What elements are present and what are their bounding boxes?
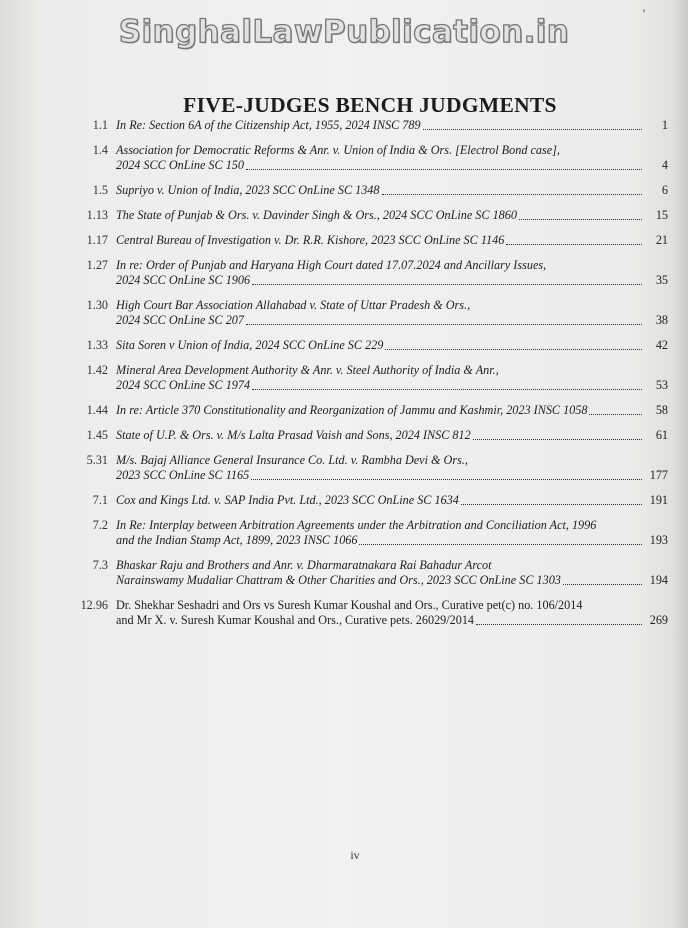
entry-title: Central Bureau of Investigation v. Dr. R.R. Kishore, 2023 SCC OnLine SC 1146 <box>116 233 505 247</box>
entry-number: 1.13 <box>86 208 108 222</box>
entry-number: 1.5 <box>92 183 108 197</box>
entry-title-line-2: 2024 SCC OnLine SC 1906 <box>116 273 251 287</box>
dot-leader <box>246 169 642 170</box>
dot-leader <box>476 624 642 625</box>
entry-page: 177 <box>649 468 668 482</box>
entry-page: 58 <box>655 403 668 417</box>
entry-page: 269 <box>649 613 668 627</box>
entry-title: Supriyo v. Union of India, 2023 SCC OnLine SC 1348 <box>116 183 380 197</box>
toc-entry[interactable] <box>70 558 668 588</box>
entry-number: 1.27 <box>86 258 108 272</box>
toc-entry[interactable] <box>70 518 668 548</box>
toc-entry[interactable] <box>70 183 668 198</box>
entry-title: In Re: Section 6A of the Citizenship Act, 1955, 2024 INSC 789 <box>116 118 421 132</box>
entry-page: 53 <box>655 378 668 392</box>
toc-entry[interactable] <box>70 493 668 508</box>
entry-page: 38 <box>655 313 668 327</box>
dot-leader <box>359 544 642 545</box>
entry-title-line-2: 2024 SCC OnLine SC 207 <box>116 313 244 327</box>
dot-leader <box>252 389 642 390</box>
dot-leader <box>385 349 642 350</box>
entry-title-line-1: In re: Order of Punjab and Haryana High Court dated 17.07.2024 and Ancillary Issues, <box>116 258 547 272</box>
dot-leader <box>506 244 642 245</box>
entry-number: 5.31 <box>86 453 108 467</box>
entry-page: 21 <box>655 233 668 247</box>
entry-number: 12.96 <box>80 598 108 612</box>
dot-leader <box>473 439 642 440</box>
entry-title: Sita Soren v Union of India, 2024 SCC OnLine SC 229 <box>116 338 384 352</box>
entry-page: 15 <box>655 208 668 222</box>
page-number-footer: iv <box>350 848 360 862</box>
dot-leader <box>461 504 642 505</box>
toc-entry[interactable] <box>70 598 668 628</box>
dot-leader <box>252 284 642 285</box>
entry-number: 1.42 <box>86 363 108 377</box>
entry-page: 35 <box>655 273 668 287</box>
entry-number: 1.1 <box>92 118 108 132</box>
entry-title-line-1: In Re: Interplay between Arbitration Agreements under the Arbitration and Conciliation Act, 1996 <box>116 518 597 532</box>
entry-title-line-2: 2024 SCC OnLine SC 1974 <box>116 378 251 392</box>
entry-page: 4 <box>661 158 668 172</box>
corner-mark: ’ <box>642 6 646 20</box>
toc-entry[interactable] <box>70 298 668 328</box>
entry-page: 191 <box>649 493 668 507</box>
entry-title-line-2: 2024 SCC OnLine SC 150 <box>116 158 244 172</box>
entry-page: 193 <box>649 533 668 547</box>
entry-number: 1.4 <box>92 143 108 157</box>
entry-title-line-1: Association for Democratic Reforms & Anr. v. Union of India & Ors. [Electrol Bond case], <box>116 143 560 157</box>
dot-leader <box>251 479 642 480</box>
entry-title: State of U.P. & Ors. v. M/s Lalta Prasad Vaish and Sons, 2024 INSC 812 <box>116 428 471 442</box>
entry-number: 7.3 <box>92 558 108 572</box>
dot-leader <box>519 219 642 220</box>
entry-title-line-2: Narainswamy Mudaliar Chattram & Other Charities and Ors., 2023 SCC OnLine SC 1303 <box>116 573 561 587</box>
entry-title-line-1: High Court Bar Association Allahabad v. State of Uttar Pradesh & Ors., <box>116 298 471 312</box>
entry-title-line-1: Dr. Shekhar Seshadri and Ors vs Suresh Kumar Koushal and Ors., Curative pet(c) no. 106/2014 <box>116 598 583 612</box>
entry-page: 61 <box>655 428 668 442</box>
entry-page: 1 <box>661 118 668 132</box>
toc-entry[interactable] <box>70 453 668 483</box>
dot-leader <box>563 584 642 585</box>
entry-page: 6 <box>661 183 668 197</box>
dot-leader <box>246 324 642 325</box>
dot-leader <box>382 194 643 195</box>
entry-number: 1.44 <box>86 403 108 417</box>
toc-entry[interactable] <box>70 208 668 223</box>
dot-leader <box>423 129 642 130</box>
entry-title: Cox and Kings Ltd. v. SAP India Pvt. Ltd., 2023 SCC OnLine SC 1634 <box>116 493 459 507</box>
entry-page: 42 <box>655 338 668 352</box>
entry-title-line-2: 2023 SCC OnLine SC 1165 <box>116 468 250 482</box>
entry-title-line-2: and Mr X. v. Suresh Kumar Koushal and Ors., Curative pets. 26029/2014 <box>116 613 475 627</box>
watermark: SinghalLawPublication.in <box>118 14 570 50</box>
entry-title-line-2: and the Indian Stamp Act, 1899, 2023 INSC 1066 <box>116 533 358 547</box>
entry-title-line-1: Mineral Area Development Authority & Anr. v. Steel Authority of India & Anr., <box>116 363 499 377</box>
entry-number: 7.1 <box>92 493 108 507</box>
toc-entry[interactable] <box>70 403 668 418</box>
entry-number: 1.30 <box>86 298 108 312</box>
toc-entry[interactable] <box>70 428 668 443</box>
entry-title-line-1: Bhaskar Raju and Brothers and Anr. v. Dharmaratnakara Rai Bahadur Arcot <box>116 558 492 572</box>
entry-title-line-1: M/s. Bajaj Alliance General Insurance Co. Ltd. v. Rambha Devi & Ors., <box>116 453 468 467</box>
toc-entry[interactable] <box>70 258 668 288</box>
toc-entry[interactable] <box>70 338 668 353</box>
table-of-contents <box>70 118 668 628</box>
toc-entry[interactable] <box>70 118 668 133</box>
entry-number: 1.45 <box>86 428 108 442</box>
entry-number: 7.2 <box>92 518 108 532</box>
page-spine-shadow <box>672 0 688 928</box>
entry-number: 1.17 <box>86 233 108 247</box>
entry-page: 194 <box>649 573 668 587</box>
dot-leader <box>589 414 642 415</box>
toc-entry[interactable] <box>70 233 668 248</box>
toc-entry[interactable] <box>70 363 668 393</box>
entry-title: The State of Punjab & Ors. v. Davinder Singh & Ors., 2024 SCC OnLine SC 1860 <box>116 208 517 222</box>
section-heading: FIVE-JUDGES BENCH JUDGMENTS <box>183 93 557 117</box>
entry-title: In re: Article 370 Constitutionality and Reorganization of Jammu and Kashmir, 2023 INSC 1058 <box>116 403 588 417</box>
entry-number: 1.33 <box>86 338 108 352</box>
toc-entry[interactable] <box>70 143 668 173</box>
